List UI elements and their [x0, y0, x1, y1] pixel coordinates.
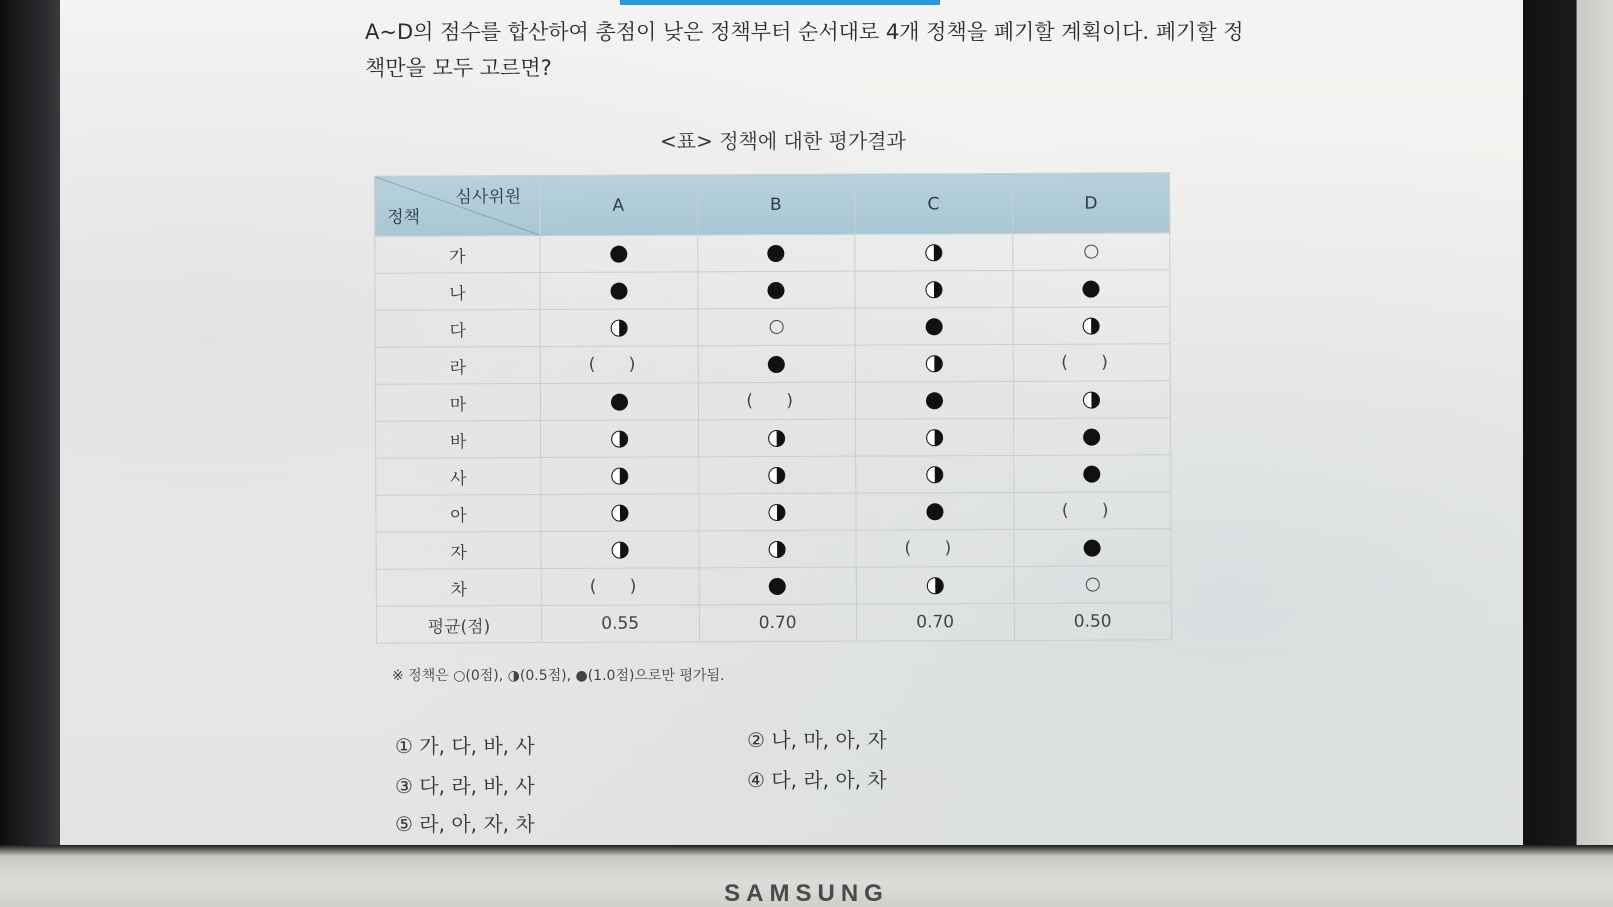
full-circle-icon — [1084, 539, 1101, 556]
table-body — [375, 233, 1172, 643]
half-circle-icon — [1083, 317, 1100, 334]
brand-logo: SAMSUNG — [724, 880, 889, 907]
full-circle-icon — [1083, 428, 1100, 445]
column-header-a: A — [539, 175, 697, 236]
half-circle-icon — [1083, 391, 1100, 408]
score-cell-a — [540, 346, 698, 384]
table-row — [375, 307, 1170, 347]
score-cell-b — [697, 234, 855, 272]
monitor-bezel-right — [1523, 0, 1613, 907]
score-cell-b — [698, 382, 856, 420]
policy-name: 다 — [375, 310, 540, 348]
policy-name: 자 — [376, 532, 541, 570]
empty-circle-icon — [1085, 578, 1099, 592]
table-row — [375, 344, 1170, 384]
evaluation-table — [374, 172, 1172, 643]
score-cell-d — [1012, 270, 1170, 308]
full-circle-icon — [926, 503, 943, 520]
policy-name: 차 — [376, 569, 541, 607]
question-text: A~D의 점수를 합산하여 총점이 낮은 정책부터 순서대로 4개 정책을 폐기할 계획이다. 폐기할 정책만을 모두 고르면? — [365, 20, 1244, 80]
blank-score: ( ) — [588, 354, 650, 375]
policy-name: 아 — [376, 495, 541, 533]
policy-name: 사 — [376, 458, 541, 496]
half-circle-icon — [926, 577, 943, 594]
full-circle-icon — [610, 245, 627, 262]
table-row — [375, 381, 1170, 421]
score-cell-b — [698, 419, 856, 457]
table-row — [376, 455, 1171, 495]
average-value-d: 0.50 — [1014, 603, 1172, 641]
monitor-screen — [60, 0, 1523, 847]
score-cell-b — [698, 493, 856, 531]
policy-name: 바 — [376, 421, 541, 459]
score-cell-b — [697, 271, 855, 309]
column-header-d: D — [1012, 173, 1170, 234]
choice-1[interactable]: ① 가, 다, 바, 사 — [395, 734, 535, 758]
score-cell-b — [699, 567, 857, 605]
score-cell-c — [855, 344, 1013, 382]
score-cell-a — [541, 494, 699, 532]
blank-score: ( ) — [904, 538, 966, 559]
half-circle-icon — [611, 467, 628, 484]
choice-3[interactable]: ③ 다, 라, 바, 사 — [395, 774, 535, 798]
table-row — [375, 233, 1170, 273]
score-cell-d — [1012, 233, 1170, 271]
half-circle-icon — [926, 429, 943, 446]
blank-score: ( ) — [1061, 500, 1123, 521]
score-cell-d — [1013, 344, 1171, 382]
table-row — [375, 270, 1170, 310]
score-cell-a — [540, 235, 698, 273]
score-cell-b — [698, 456, 856, 494]
half-circle-icon — [611, 430, 628, 447]
score-cell-d — [1013, 307, 1171, 345]
full-circle-icon — [768, 281, 785, 298]
full-circle-icon — [610, 282, 627, 299]
corner-label-judges: 심사위원 — [455, 187, 522, 208]
column-header-c: C — [854, 173, 1012, 234]
table-corner-cell — [374, 176, 539, 237]
score-cell-d — [1014, 566, 1172, 604]
score-cell-a — [540, 383, 698, 421]
empty-circle-icon — [769, 320, 783, 334]
half-circle-icon — [768, 429, 785, 446]
half-circle-icon — [925, 244, 942, 261]
score-cell-b — [699, 530, 857, 568]
full-circle-icon — [1083, 280, 1100, 297]
score-cell-d — [1014, 529, 1172, 567]
full-circle-icon — [611, 393, 628, 410]
blank-score: ( ) — [1061, 352, 1122, 373]
half-circle-icon — [926, 466, 943, 483]
policy-name: 나 — [375, 273, 540, 311]
empty-circle-icon — [1084, 245, 1098, 259]
average-value-c: 0.70 — [856, 603, 1014, 641]
half-circle-icon — [611, 504, 628, 521]
score-cell-d — [1013, 455, 1171, 493]
score-cell-a — [541, 568, 699, 606]
score-cell-b — [698, 345, 856, 383]
score-cell-c — [856, 529, 1014, 567]
full-circle-icon — [925, 318, 942, 335]
score-cell-a — [540, 309, 698, 347]
score-cell-c — [856, 566, 1014, 604]
score-cell-c — [856, 455, 1014, 493]
monitor-bezel-left — [0, 0, 60, 907]
score-cell-c — [855, 307, 1013, 345]
score-cell-c — [855, 270, 1013, 308]
policy-name: 라 — [375, 347, 540, 385]
corner-label-policy: 정책 — [387, 207, 421, 228]
policy-name: 가 — [375, 236, 540, 274]
choice-2[interactable]: ② 나, 마, 아, 자 — [747, 728, 887, 752]
half-circle-icon — [610, 319, 627, 336]
blank-score: ( ) — [589, 576, 651, 597]
full-circle-icon — [769, 577, 786, 594]
score-cell-c — [856, 418, 1014, 456]
score-cell-a — [540, 272, 698, 310]
table-caption: <표> 정책에 대한 평가결과 — [660, 129, 906, 153]
full-circle-icon — [1084, 465, 1101, 482]
table-row — [376, 418, 1171, 458]
table-row — [376, 492, 1171, 532]
score-cell-d — [1013, 381, 1171, 419]
score-cell-a — [541, 420, 699, 458]
table-row — [376, 529, 1171, 569]
monitor-bezel-bottom — [0, 845, 1613, 907]
half-circle-icon — [925, 281, 942, 298]
half-circle-icon — [926, 355, 943, 372]
scoring-note: ※ 정책은 ○(0점), ◑(0.5점), ●(1.0점)으로만 평가됨. — [392, 668, 725, 684]
score-cell-d — [1013, 492, 1171, 530]
column-header-b: B — [697, 174, 855, 235]
full-circle-icon — [768, 355, 785, 372]
score-cell-a — [541, 457, 699, 495]
blank-score: ( ) — [746, 390, 808, 412]
policy-name: 마 — [375, 384, 540, 422]
average-value-b: 0.70 — [699, 604, 857, 642]
full-circle-icon — [768, 244, 785, 261]
half-circle-icon — [769, 540, 786, 557]
top-accent-bar — [620, 0, 940, 5]
score-cell-a — [541, 531, 699, 569]
score-cell-c — [856, 492, 1014, 530]
table-row — [376, 566, 1171, 606]
score-cell-d — [1013, 418, 1171, 456]
half-circle-icon — [769, 503, 786, 520]
score-cell-c — [855, 381, 1013, 419]
average-row — [376, 603, 1171, 643]
full-circle-icon — [926, 392, 943, 409]
half-circle-icon — [769, 466, 786, 483]
choice-4[interactable]: ④ 다, 라, 아, 차 — [747, 768, 887, 792]
table-header-row — [374, 173, 1169, 236]
choice-5[interactable]: ⑤ 라, 아, 자, 차 — [395, 812, 535, 836]
average-value-a: 0.55 — [541, 605, 699, 643]
score-cell-b — [698, 308, 856, 346]
half-circle-icon — [611, 541, 628, 558]
score-cell-c — [855, 233, 1013, 271]
average-label: 평균(점) — [376, 606, 541, 644]
